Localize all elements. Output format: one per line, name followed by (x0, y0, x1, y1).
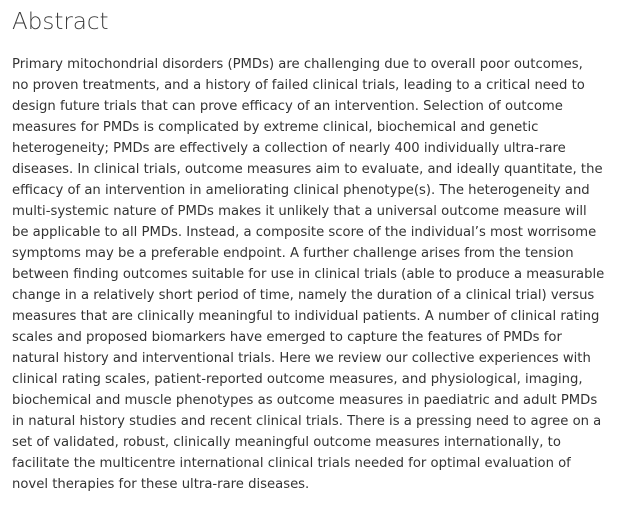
abstract-line: natural history and interventional trials. Here we review our collective experiences with (12, 351, 591, 366)
abstract-line: heterogeneity; PMDs are effectively a collection of nearly 400 individually ultra-rare (12, 141, 566, 156)
abstract-line: Primary mitochondrial disorders (PMDs) are challenging due to overall poor outcomes, (12, 57, 583, 72)
abstract-line: design future trials that can prove efficacy of an intervention. Selection of outcome (12, 99, 563, 114)
abstract-line: biochemical and muscle phenotypes as outcome measures in paediatric and adult PMDs (12, 393, 598, 408)
abstract-heading: Abstract (12, 9, 109, 35)
abstract-line: clinical rating scales, patient-reported outcome measures, and physiological, imaging, (12, 372, 583, 387)
abstract-line: between finding outcomes suitable for use in clinical trials (able to produce a measurable (12, 267, 605, 282)
abstract-line: scales and proposed biomarkers have emerged to capture the features of PMDs for (12, 330, 562, 345)
abstract-line: facilitate the multicentre international clinical trials needed for optimal evaluation of (12, 456, 571, 471)
abstract-line: set of validated, robust, clinically meaningful outcome measures internationally, to (12, 435, 561, 450)
abstract-line: be applicable to all PMDs. Instead, a composite score of the individual’s most worrisome (12, 225, 597, 240)
abstract-line: measures for PMDs is complicated by extreme clinical, biochemical and genetic (12, 120, 539, 135)
abstract-line: diseases. In clinical trials, outcome measures aim to evaluate, and ideally quantitate, the (12, 162, 603, 177)
abstract-line: efficacy of an intervention in ameliorating clinical phenotype(s). The heterogeneity and (12, 183, 590, 198)
abstract-line: change in a relatively short period of time, namely the duration of a clinical trial) versus (12, 288, 595, 303)
abstract-line: symptoms may be a preferable endpoint. A further challenge arises from the tension (12, 246, 574, 261)
abstract-line: multi-systemic nature of PMDs makes it unlikely that a universal outcome measure will (12, 204, 587, 219)
abstract-line: novel therapies for these ultra-rare diseases. (12, 477, 310, 492)
abstract-body (12, 54, 612, 495)
abstract-line: no proven treatments, and a history of failed clinical trials, leading to a critical need to (12, 78, 585, 93)
abstract-line: measures that are clinically meaningful to individual patients. A number of clinical rating (12, 309, 600, 324)
abstract-line: in natural history studies and recent clinical trials. There is a pressing need to agree on a (12, 414, 602, 429)
